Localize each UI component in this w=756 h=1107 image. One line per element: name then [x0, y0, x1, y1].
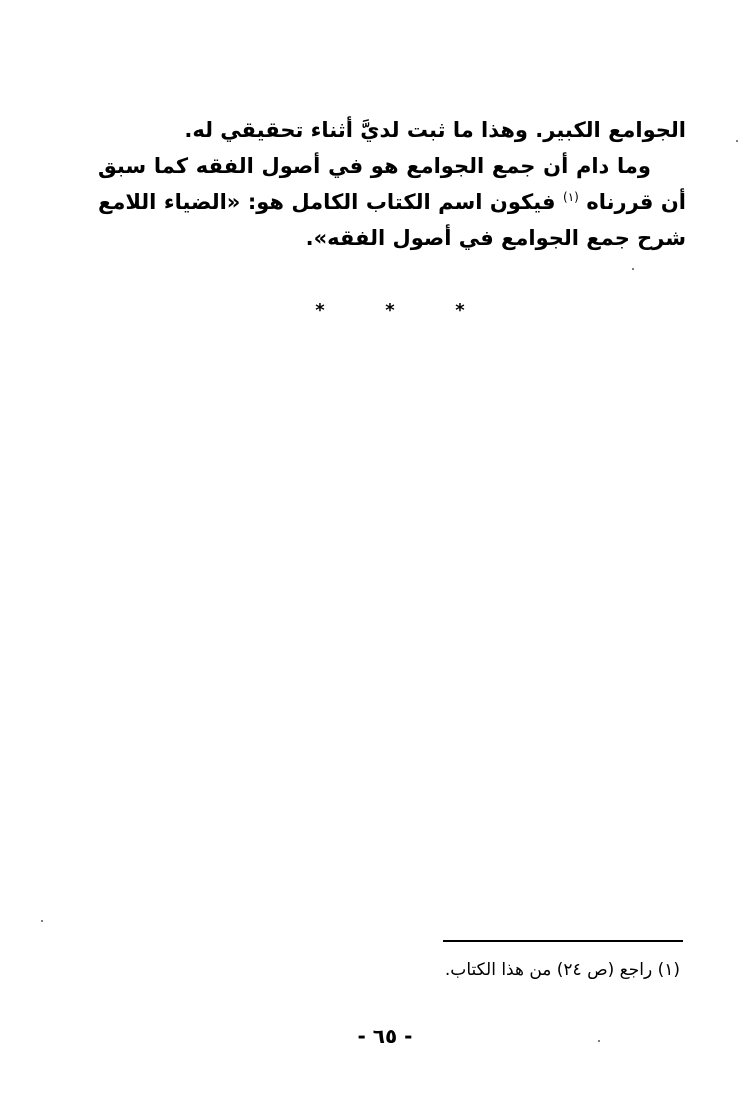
footnote-reference[interactable]: (١) [563, 190, 579, 204]
page-number: - ٦٥ - [357, 1024, 413, 1048]
main-text [98, 112, 686, 256]
paragraph-book-title [98, 148, 686, 256]
paragraph-text: الجوامع الكبير. وهذا ما ثبت لديَّ أثناء تحقيقي له. [184, 118, 686, 142]
scan-speck [41, 920, 43, 922]
paragraph-text-continued: فيكون اسم الكتاب الكامل هو: «الضياء اللامع شرح جمع الجوامع في أصول الفقه». [98, 190, 686, 250]
paragraph-text: وما دام أن جمع الجوامع هو في أصول الفقه كما سبق أن قررناه [98, 154, 686, 214]
scan-speck [598, 1040, 600, 1042]
separator-star: * [315, 300, 325, 321]
paragraph-continuation [98, 112, 686, 148]
scan-speck [632, 268, 634, 270]
separator-star: * [385, 300, 395, 321]
section-separator [310, 300, 470, 321]
footnote: (١) راجع (ص ٢٤) من هذا الكتاب. [444, 960, 680, 980]
scan-speck [736, 140, 738, 142]
footnote-rule [443, 940, 683, 942]
separator-star: * [455, 300, 465, 321]
